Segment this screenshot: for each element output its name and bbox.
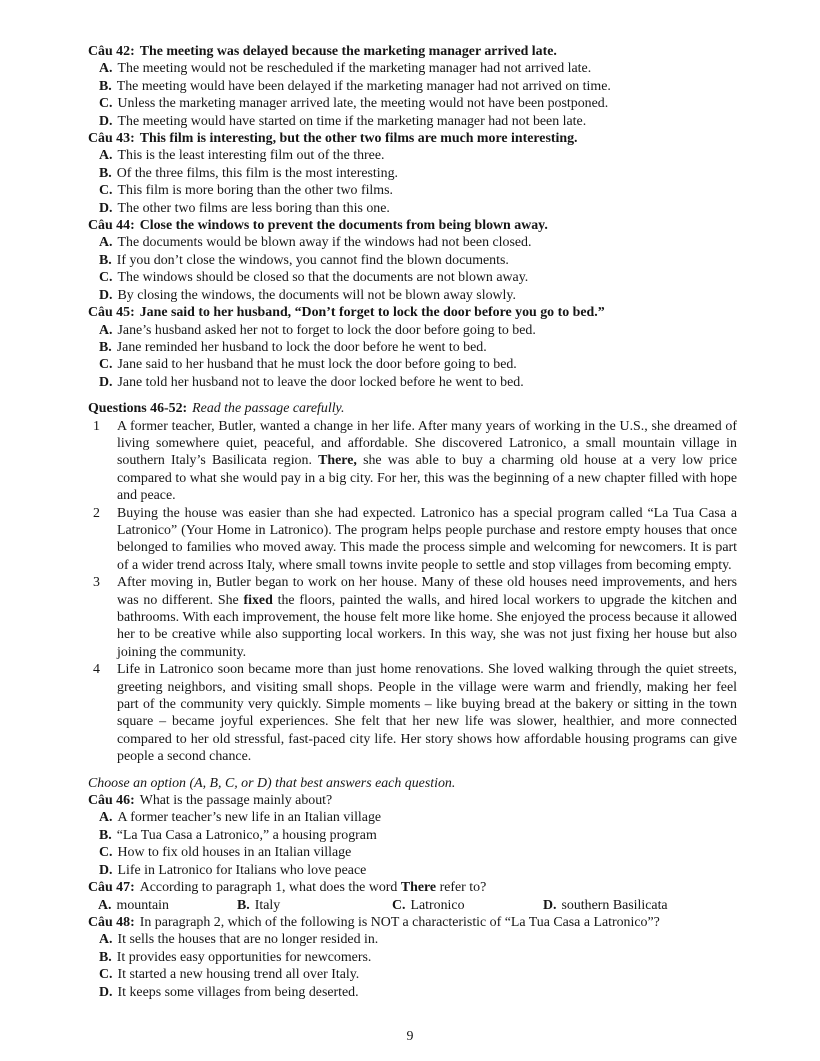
option-text: This film is more boring than the other two films. [117, 183, 393, 199]
question-47-option-d [543, 897, 668, 914]
paragraph-text: Buying the house was easier than she had expected. Latronico has a special program called “La Tua Casa a Latronico” (Your Home in Latronico). The program helps people purchase and restore empty houses that once belonged to families who moved away. This made the process simple and welcoming for newcomers. It is part of a wider trend across Italy, where small towns invite people to settle and stop villages from becoming empty. [117, 505, 737, 573]
question-42-option-a [88, 60, 737, 77]
question-43-option-b [88, 165, 737, 182]
option-text: The documents would be blown away if the windows had not been closed. [117, 235, 532, 251]
question-42-heading [88, 43, 737, 60]
page-number: 9 [406, 1028, 414, 1044]
question-43-block [88, 130, 737, 217]
question-45-option-a [88, 322, 737, 339]
option-text: The windows should be closed so that the documents are not blown away. [117, 270, 529, 286]
option-letter: A. [99, 322, 113, 338]
question-48-prompt: In paragraph 2, which of the following is NOT a characteristic of “La Tua Casa a Latronico”? [139, 914, 660, 930]
questions-range-label: Questions 46-52: [88, 401, 188, 417]
question-47-option-b [237, 897, 392, 914]
option-text: A former teacher’s new life in an Italian village [117, 810, 382, 826]
question-46-option-b [88, 827, 737, 844]
option-letter: D. [99, 862, 113, 878]
question-44-heading [88, 217, 737, 234]
paragraph-number: 3 [93, 575, 100, 591]
passage-paragraph-1 [88, 418, 737, 505]
option-letter: A. [99, 932, 113, 948]
question-44-label: Câu 44: [88, 218, 135, 234]
paragraph-text: After moving in, Butler began to work on her house. Many of these old houses need improvements, and hers was no different. She fixed the floors, painted the walls, and hired local workers to upgrade the kitchen and bathrooms. With each improvement, the house felt more like home. She enjoyed the process because it allowed her to be creative while also supporting local workers. In this way, she was not just fixing her house but also joining the community. [117, 575, 737, 660]
option-letter: D. [99, 374, 113, 390]
option-letter: D. [99, 984, 113, 1000]
question-47-label: Câu 47: [88, 880, 135, 896]
question-48-heading [88, 914, 737, 931]
option-letter: D. [99, 287, 113, 303]
question-42-option-c [88, 95, 737, 112]
question-44-option-c [88, 269, 737, 286]
question-43-option-d [88, 200, 737, 217]
question-46-prompt: What is the passage mainly about? [139, 793, 333, 809]
question-42-label: Câu 42: [88, 44, 135, 59]
paragraph-number: 4 [93, 662, 100, 678]
option-letter: A. [99, 61, 113, 77]
option-letter: A. [99, 148, 113, 164]
question-43-option-a [88, 147, 737, 164]
option-text: The meeting would not be rescheduled if the marketing manager had not arrived late. [117, 61, 592, 77]
option-text: Jane said to her husband that he must lock the door before going to bed. [117, 357, 517, 373]
option-letter: B. [99, 78, 112, 94]
option-text: It started a new housing trend all over Italy. [117, 967, 360, 983]
option-text: Latronico [410, 897, 465, 913]
question-42-prompt: The meeting was delayed because the marketing manager arrived late. [139, 44, 557, 59]
question-48-option-b [88, 949, 737, 966]
choose-option-instruction: Choose an option (A, B, C, or D) that best answers each question. [88, 775, 456, 791]
question-46-option-d [88, 862, 737, 879]
option-letter: B. [99, 252, 112, 268]
option-letter: B. [237, 897, 250, 913]
option-text: The other two films are less boring than this one. [117, 200, 390, 216]
option-letter: A. [99, 235, 113, 251]
page-footer [0, 1028, 820, 1045]
option-letter: B. [99, 949, 112, 965]
question-46-block [88, 792, 737, 879]
question-42-block [88, 43, 737, 130]
question-47-block [88, 879, 737, 914]
option-letter: C. [99, 357, 113, 373]
option-text: It keeps some villages from being deserted. [117, 984, 359, 1000]
option-letter: B. [99, 165, 112, 181]
question-47-option-c [392, 897, 543, 914]
question-46-heading [88, 792, 737, 809]
option-letter: C. [99, 96, 113, 112]
question-45-label: Câu 45: [88, 305, 135, 321]
question-47-options-row [88, 897, 737, 914]
option-text: The meeting would have started on time if the marketing manager had not been late. [117, 113, 587, 129]
option-text: Life in Latronico for Italians who love peace [117, 862, 367, 878]
question-43-prompt: This film is interesting, but the other two films are much more interesting. [139, 131, 578, 147]
option-letter: C. [99, 967, 113, 983]
question-44-prompt: Close the windows to prevent the documents from being blown away. [139, 218, 548, 234]
option-text: This is the least interesting film out of the three. [117, 148, 385, 164]
option-text: “La Tua Casa a Latronico,” a housing program [116, 827, 377, 843]
question-44-option-b [88, 252, 737, 269]
question-45-option-c [88, 356, 737, 373]
option-letter: B. [99, 339, 112, 355]
option-text: The meeting would have been delayed if the marketing manager had not arrived on time. [116, 78, 611, 94]
option-text: Italy [254, 897, 281, 913]
option-letter: D. [99, 200, 113, 216]
option-letter: C. [392, 897, 406, 913]
question-45-prompt: Jane said to her husband, “Don’t forget to lock the door before you go to bed.” [139, 305, 605, 321]
option-letter: C. [99, 845, 113, 861]
question-45-block [88, 304, 737, 391]
question-45-heading [88, 304, 737, 321]
question-46-option-a [88, 809, 737, 826]
question-42-option-d [88, 113, 737, 130]
passage-paragraph-2 [88, 505, 737, 575]
option-text: How to fix old houses in an Italian village [117, 845, 352, 861]
paragraph-text: A former teacher, Butler, wanted a change in her life. After many years of working in the U.S., she dreamed of living somewhere quiet, peaceful, and affordable. She discovered Latronico, a small mountain village in southern Italy’s Basilicata region. There, she was able to buy a charming old house at a very low price compared to what she would pay in a big city. For her, this was the beginning of a new chapter filled with hope and peace. [117, 418, 737, 504]
option-text: mountain [116, 897, 169, 913]
paragraph-number: 2 [93, 505, 100, 521]
option-text: Jane reminded her husband to lock the door before he went to bed. [116, 339, 487, 355]
passage-paragraph-3 [88, 574, 737, 661]
option-letter: B. [99, 827, 112, 843]
paragraph-number: 1 [93, 418, 100, 434]
option-text: southern Basilicata [561, 897, 668, 913]
question-45-option-b [88, 339, 737, 356]
option-letter: D. [99, 113, 113, 129]
question-48-option-d [88, 984, 737, 1001]
option-text: If you don’t close the windows, you cannot find the blown documents. [116, 252, 509, 268]
question-43-heading [88, 130, 737, 147]
option-letter: C. [99, 183, 113, 199]
question-47-heading [88, 879, 737, 896]
option-text: Unless the marketing manager arrived late, the meeting would not have been postponed. [117, 96, 609, 112]
option-text: It sells the houses that are no longer resided in. [117, 932, 379, 948]
question-44-block [88, 217, 737, 304]
question-48-option-c [88, 966, 737, 983]
option-text: Jane’s husband asked her not to forget to lock the door before going to bed. [117, 322, 536, 338]
question-43-label: Câu 43: [88, 131, 135, 147]
question-46-label: Câu 46: [88, 793, 135, 809]
question-45-option-d [88, 374, 737, 391]
question-48-block [88, 914, 737, 1001]
question-44-option-a [88, 234, 737, 251]
question-42-option-b [88, 78, 737, 95]
option-letter: D. [543, 897, 557, 913]
question-48-option-a [88, 931, 737, 948]
option-text: By closing the windows, the documents will not be blown away slowly. [117, 287, 516, 303]
question-48-label: Câu 48: [88, 914, 135, 930]
option-letter: A. [98, 897, 112, 913]
question-46-option-c [88, 844, 737, 861]
option-text: Of the three films, this film is the most interesting. [116, 165, 398, 181]
option-letter: A. [99, 810, 113, 826]
question-47-option-a [98, 897, 237, 914]
question-43-option-c [88, 182, 737, 199]
passage-paragraph-4 [88, 661, 737, 765]
option-text: Jane told her husband not to leave the door locked before he went to bed. [117, 374, 524, 390]
option-text: It provides easy opportunities for newcomers. [116, 949, 372, 965]
reading-instruction: Read the passage carefully. [192, 401, 345, 417]
question-44-option-d [88, 287, 737, 304]
reading-section-heading [88, 400, 737, 417]
option-letter: C. [99, 270, 113, 286]
question-47-prompt: According to paragraph 1, what does the word There refer to? [139, 880, 487, 896]
paragraph-text: Life in Latronico soon became more than just home renovations. She loved walking through the quiet streets, greeting neighbors, and visiting small shops. People in the village were warm and friendly, making her feel part of the community very quickly. Simple moments – like buying bread at the bakery or sitting in the town square – became joyful experiences. She felt that her new life was slower, healthier, and more connected compared to her old stressful, fast-paced city life. Her story shows how affordable housing programs can give people a second chance. [117, 662, 737, 765]
